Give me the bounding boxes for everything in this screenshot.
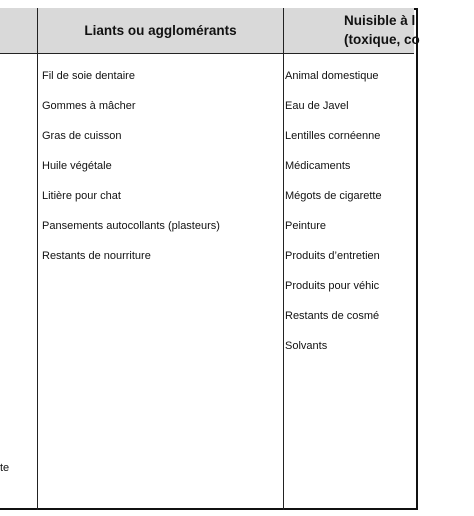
list-item: Lentilles cornéenne [285,130,381,142]
column-header-nuisible [344,11,474,49]
table-cell-text: te [0,462,10,474]
list-item: Animal domestique [285,70,379,82]
list-item: Huile végétale [42,160,112,172]
list-item: Peinture [285,220,326,232]
table-header-cell [284,8,420,54]
column-header-line-1: Nuisible à l [344,13,416,28]
list-item: Restants de cosmé [285,310,380,322]
list-item: Litière pour chat [42,190,121,202]
table-column-liants [38,8,284,510]
table-column-1 [0,8,38,510]
list-item: Gommes à mâcher [42,100,136,112]
list-item: Gras de cuisson [42,130,122,142]
list-item: Médicaments [285,160,351,172]
column-header-liants: Liants ou agglomérants [84,23,237,38]
list-item: Restants de nourriture [42,250,151,262]
list-item: Fil de soie dentaire [42,70,135,82]
table-column-nuisible [284,8,420,510]
list-item: Produits pour véhic [285,280,380,292]
column-header-line-2: (toxique, co [344,32,420,47]
table-header-cell [38,8,283,54]
list-item: Pansements autocollants (plasteurs) [42,220,220,232]
list-item: Eau de Javel [285,100,349,112]
list-item: Mégots de cigarette [285,190,382,202]
list-item: Solvants [285,340,328,352]
table-header-cell [0,8,37,54]
list-item: Produits d’entretien [285,250,380,262]
